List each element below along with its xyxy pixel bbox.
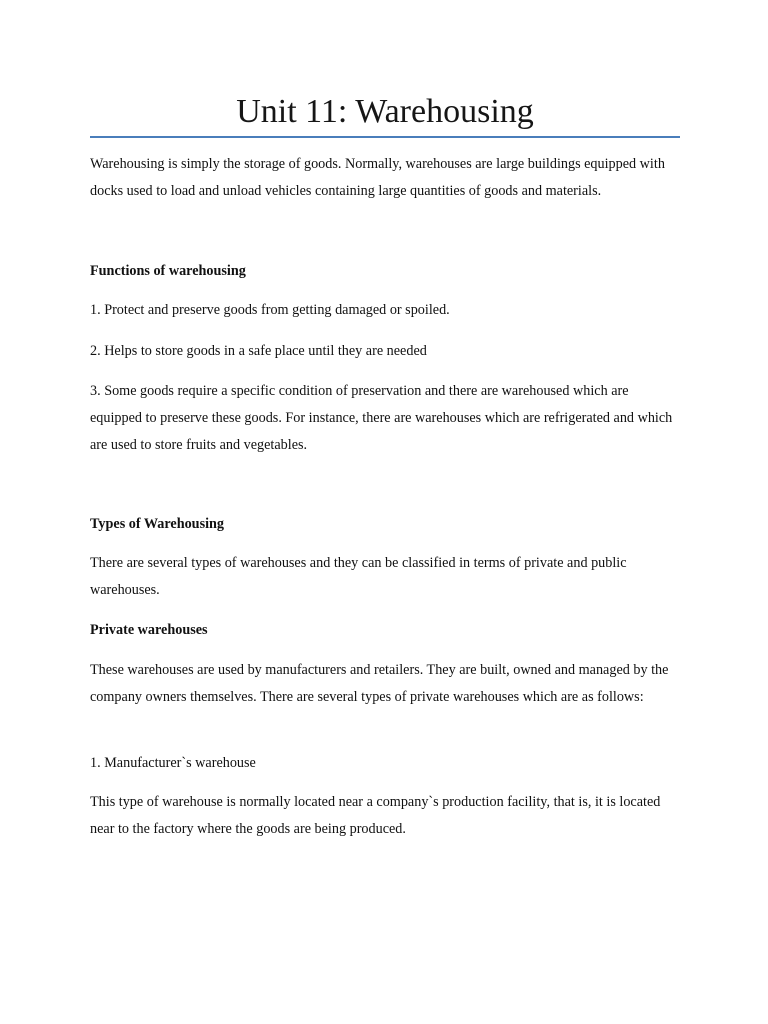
- functions-heading: Functions of warehousing: [90, 263, 246, 279]
- types-intro-paragraph: There are several types of warehouses and they can be classified in terms of private and public warehouses.: [90, 555, 627, 598]
- manufacturer-warehouse-item: 1. Manufacturer`s warehouse: [90, 755, 256, 771]
- function-item-1: 1. Protect and preserve goods from getting damaged or spoiled.: [90, 302, 450, 318]
- title-underline: [90, 136, 680, 138]
- function-item-3: 3. Some goods require a specific condition of preservation and there are warehoused which are equipped to preserve these goods. For instance, there are warehouses which are refrigerated and which are used to store fruits and vegetables.: [90, 383, 673, 453]
- private-warehouses-heading: Private warehouses: [90, 622, 208, 638]
- function-item-2: 2. Helps to store goods in a safe place until they are needed: [90, 343, 427, 359]
- private-warehouses-paragraph: These warehouses are used by manufacturers and retailers. They are built, owned and managed by the company owners themselves. There are several types of private warehouses which are as follows:: [90, 662, 669, 705]
- intro-paragraph: Warehousing is simply the storage of goods. Normally, warehouses are large buildings equipped with docks used to load and unload vehicles containing large quantities of goods and materials.: [90, 156, 665, 199]
- manufacturer-warehouse-description: This type of warehouse is normally located near a company`s production facility, that is, it is located near to the factory where the goods are being produced.: [90, 794, 661, 837]
- types-heading: Types of Warehousing: [90, 516, 225, 532]
- page-title: Unit 11: Warehousing: [236, 93, 534, 130]
